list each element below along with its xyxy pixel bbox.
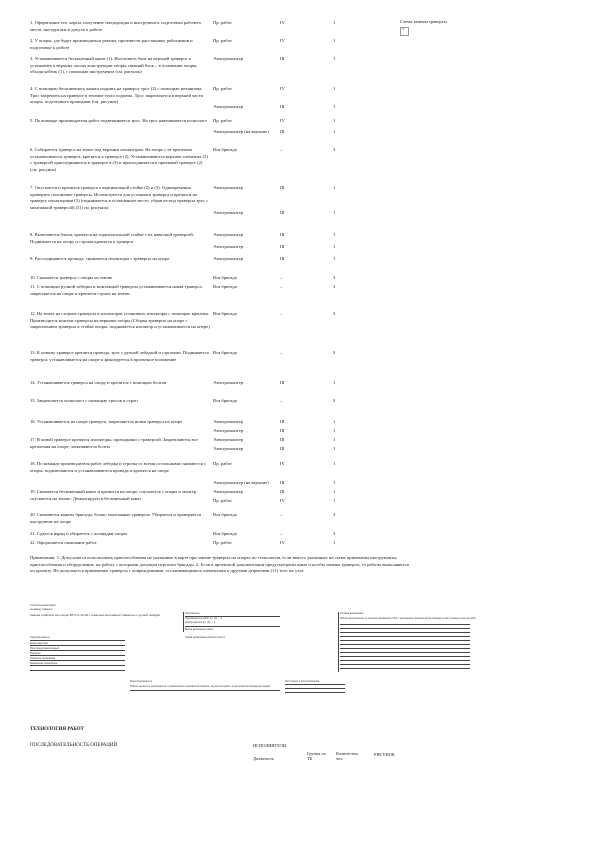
performer-cell: Электромонтер [213,244,244,249]
quantity-cell: 1 [333,540,336,545]
group-cell: III [280,232,285,237]
group-cell: III [280,256,285,261]
rule [185,626,280,627]
quantity-cell: 1 [333,489,336,494]
quantity-cell: 3 [333,284,336,289]
quantity-cell: 1 [333,244,336,249]
rule [340,660,470,661]
group-cell: – [280,275,283,280]
operation-text: 3. Устанавливается бесконечный канат (1). Изготовить блок на верхней траверсе и установить в верхних частях конструкции опоры, нижний блок – в основании опоры, обходя кабель (1), с помощью инструмента (см. рисунок) [30,56,198,75]
group-cell: – [280,284,283,289]
notes-paragraph: Примечания: 1. Допускается использовать приспособления не указанные в карте при замене траверсы на опорах по технологии, если вместо указанных на схеме применены инструменты, приспособления и оборудование, на работу с которыми допущен персонал бригады. 2. Если в проектной документации предусмотрены иные способы замены траверсы, то работы выполняются по проекту. Не допускается применение траверсы с повреждениями, отслаивающимися элементами и другими дефектами (11) того же узла. [30,555,409,574]
group-cell: IV [280,38,285,43]
quantity-cell: 3 [333,531,336,536]
quantity-cell: 1 [333,437,336,442]
protection-item-4: Указатель напряжения [30,657,56,660]
divider [183,612,184,632]
rule [30,645,125,646]
small-subtitle: на замену траверсы [30,608,53,611]
group-heading: Группа по ТБ [307,751,326,762]
protection-item-5: Заземление переносное [30,662,58,665]
protection-heading: Средства защиты [30,636,50,639]
scheme-heading: Схема организации рабочего места [185,636,225,639]
quantity-cell: 3 [333,398,336,403]
group-cell: – [280,147,283,152]
quantity-cell: 1 [333,185,336,190]
operation-text: 11. С помощью ручной лебедки и монтажной траверсы устанавливается новая траверса, закрепляется на опоре и крепится стропа на землю [30,284,203,296]
rule [30,655,125,656]
performer-cell: Электромонтер [213,56,244,61]
quantity-cell: 1 [333,86,336,91]
group-cell: III [280,129,285,134]
time-heading: Время выполнения работ [185,628,214,631]
rule [340,668,470,669]
position-heading: Должность [253,756,274,761]
performer-line-1: Производитель работ (гр. IV) — 1 [185,617,223,620]
safety-heading: Меры безопасности [130,680,153,683]
operation-text: 10. Снимается траверса с опоры на землю [30,275,113,280]
group-cell: III [280,380,285,385]
rule [340,664,470,665]
operation-text: 6. Собирается траверса на земле под верхним изолятором. На опоре с её крепежом устанавливается траверса, крепится к траверсе (2). Устанавливаются верхние элементы (3) с траверсой присоединяются к траверсе в (3) и присоединяется к приемной траверсе (2) (см. рисунок) [30,147,208,172]
performer-cell: Пр. работ [213,118,232,123]
rule [285,692,345,693]
quantity-cell: 1 [333,20,336,25]
rule [130,690,280,691]
group-cell: IV [280,461,285,466]
group-cell: III [280,104,285,109]
performer-cell: Пр. работ [213,498,232,503]
performer-cell: Электромонтер [213,419,244,424]
operation-text: 2. У опоры, где будет производиться ремонт, произвести расстановку работников и подготовку к работе [30,38,193,50]
quantity-cell: 3 [333,147,336,152]
group-cell: – [280,531,283,536]
performer-cell: Электромонтер [213,232,244,237]
quantity-cell: 3 [333,512,336,517]
operation-text: 7. Опускается и крепится траверса к вертикальной стойке (2) и (3). Одновременно проверить положение траверсы. Используются для установки траверса и крепятся на траверсу изоляторами (3) (поднимается в оставленное место, убрав из-под траверсы трос с монтажной траверсой) (3) (см. рисунок) [30,185,209,210]
technology-title: ТЕХНОЛОГИЯ РАБОТ [30,727,84,732]
operation-text: 1. Оформление тех. карты, получение спецодежды и инструмента, подготовка рабочего места, инструктаж и допуск к работе [30,20,202,32]
group-cell: IV [280,86,285,91]
group-cell: III [280,244,285,249]
quantity-cell: 1 [333,419,336,424]
group-cell: IV [280,498,285,503]
operation-text: 13. К новому траверсе крепятся провода, трос с ручной лебедкой и стропами. Поднимается траверса, устанавливается на опоре и фиксируется в проектное положение [30,350,209,362]
operation-text: 17. В новой траверсе крепятся изоляторы, проводники с траверсой. Закрепляются все крепления на опоре, затягиваются болты [30,437,198,449]
performer-cell: Электромонтер [213,489,244,494]
rule [30,670,125,671]
small-title: Технологическая карта [30,604,56,607]
protection-item-2: Пояс предохранительный [30,647,59,650]
performer-cell: Электромонтер (на верхние) [213,480,269,485]
rule [30,640,125,641]
group-cell: III [280,56,285,61]
performer-cell: Электромонтер [213,380,244,385]
performer-cell: Вся бригада [213,512,237,517]
rule [340,628,470,629]
conditions-heading: Условия выполнения [340,612,364,615]
performer-cell: Электромонтер [213,104,244,109]
operation-text: 19. Снимается бесконечный канат и крепится на опоре, спускается с опоры и монтер спускается на землю. Демонтируется бесконечный канат [30,489,197,501]
group-cell: III [280,419,285,424]
sequence-heading: ПОСЛЕДОВАТЕЛЬНОСТЬ ОПЕРАЦИЙ [30,743,118,748]
quantity-cell: 1 [333,480,336,485]
quantity-cell: 1 [333,210,336,215]
group-cell: III [280,489,285,494]
group-cell: III [280,437,285,442]
operation-text: 14. Устанавливается траверса на опору и крепится с помощью болтов [30,380,167,385]
quantity-cell: 3 [333,311,336,316]
safety-text: Работы на высоте производятся с применением страховочной привязи; под местом работ не допускается нахождение людей [130,685,270,688]
quantity-cell: 1 [333,446,336,451]
performer-cell: Пр. работ [213,38,232,43]
rule [185,616,280,617]
protection-item-3: Перчатки [30,652,41,655]
performer-cell: Пр. работ [213,86,232,91]
rule [340,632,470,633]
group-cell: III [280,446,285,451]
figure-heading: РИСУНОК [374,752,395,757]
performer-cell: Вся бригада [213,531,237,536]
rule [340,640,470,641]
performer-cell: Пр. работ [213,20,232,25]
performer-cell: Электромонтер [213,185,244,190]
group-cell: III [280,428,285,433]
quantity-cell: 3 [333,275,336,280]
performer-cell: Пр. работ [213,461,232,466]
protection-item-1: Каска защитная [30,642,48,645]
divider [338,612,339,672]
rule [340,648,470,649]
conditions-text: Работы выполняются со снятием напряжения с ВЛ, с наложением заземлений на провода по обе стороны от места работ [340,617,477,620]
rule [30,650,125,651]
quantity-cell: 1 [333,118,336,123]
performer-cell: Электромонтер [213,256,244,261]
broken-image-mark: × [402,27,405,33]
operation-text: 20. Снимаются канаты бригады, блоки, монтажные траверсы. Убирается и проверяется инструмент на опоре [30,512,201,524]
group-cell: IV [280,118,285,123]
performer-cell: Вся бригада [213,398,237,403]
performers-heading: Исполнители [185,612,200,615]
rule [285,684,345,685]
performer-cell: Вся бригада [213,147,237,152]
scheme-caption: Схема замены траверсы [400,19,447,24]
rule [30,665,125,666]
rule [285,688,345,689]
operation-text: 18. По команде производителя работ лебедка и стропы со всеми остальными снимаются с опоры, подключаются и устанавливаются провода и крепятся на опоре [30,461,207,473]
operation-text: 16. Устанавливается на опоре траверса, закрепляется новая траверса на опоре [30,419,183,424]
performers-title: ИСПОЛНИТЕЛИ [253,743,286,748]
quantity-cell: 1 [333,498,336,503]
operation-text: 4. С помощью бесконечного каната поднять на траверсу трос (2) с помощью механизма. Трос закрепить на траверсе в течение этого подъема. Трос закрепляется в верхней части опоры, подготовить проводник (см. рисунок) [30,86,203,105]
performer-cell: Вся бригада [213,311,237,316]
group-cell: – [280,311,283,316]
rule [340,636,470,637]
group-cell: – [280,350,283,355]
performer-cell: Электромонтер [213,428,244,433]
rule [340,644,470,645]
quantity-cell: 1 [333,56,336,61]
performer-cell: Вся бригада [213,284,237,289]
group-cell: – [280,398,283,403]
group-cell: III [280,185,285,190]
operation-text: 22. Оформляется окончание работ [30,540,97,545]
rule [340,624,470,625]
performer-cell: Пр. работ [213,540,232,545]
rule [340,652,470,653]
quantity-cell: 1 [333,232,336,237]
operation-text: 8. Включаются блоки, крепятся на горизонтальной стойке с их навесной траверсой. Поднимается на опору и стропы крепятся к траверсе [30,232,194,244]
performer-cell: Электромонтер [213,210,244,215]
rule [30,660,125,661]
quantity-cell: 1 [333,256,336,261]
group-cell: IV [280,540,285,545]
performer-cell: Вся бригада [213,350,237,355]
quantity-cell: 1 [333,461,336,466]
performer-line-2: Электромонтер (гр. III) — 2 [185,621,216,624]
operation-text: 9. Рассоединяются провода, снимаются изоляторы с траверсы на опоре [30,256,170,261]
operation-text: 5. По команде производителя работ подвешивается трос. На трос навешивается полиспаст [30,118,208,123]
quantity-cell: 1 [333,129,336,134]
performer-cell: Электромонтер (на верхние) [213,129,269,134]
rule [340,656,470,657]
quantity-cell: 1 [333,428,336,433]
count-heading: Количество, чел. [336,751,359,762]
performer-cell: Вся бригада [213,275,237,280]
quantity-cell: 1 [333,380,336,385]
group-cell: III [280,210,285,215]
group-cell: IV [280,20,285,25]
quantity-cell: 1 [333,38,336,43]
small-work-name: замена траверсы на опорах ВЛ 0,4–10 кВ с помощью монтажной траверсы и ручной лебедки [30,613,161,617]
broken-image-icon [400,27,409,36]
group-cell: III [280,480,285,485]
performer-cell: Электромонтер [213,437,244,442]
quantity-cell: 3 [333,350,336,355]
tools-heading: Инструмент и приспособления [285,680,320,683]
quantity-cell: 1 [333,104,336,109]
operation-text: 21. Сдается наряд и убирается с площадки опоры [30,531,127,536]
group-cell: – [280,512,283,517]
operation-text: 15. Закрепляется полиспаст с помощью тросов и строп [30,398,138,403]
operation-text: 12. На земле на стороне траверсы и изоляторов установить изоляторы с помощью крепежа. Производится монтаж траверсы на вершине опоры (Сборка траверсы на опоре с закреплением траверсы к стойке опоры, поднимается изолятор и устанавливается на опоре) [30,311,210,330]
performer-cell: Электромонтер [213,446,244,451]
